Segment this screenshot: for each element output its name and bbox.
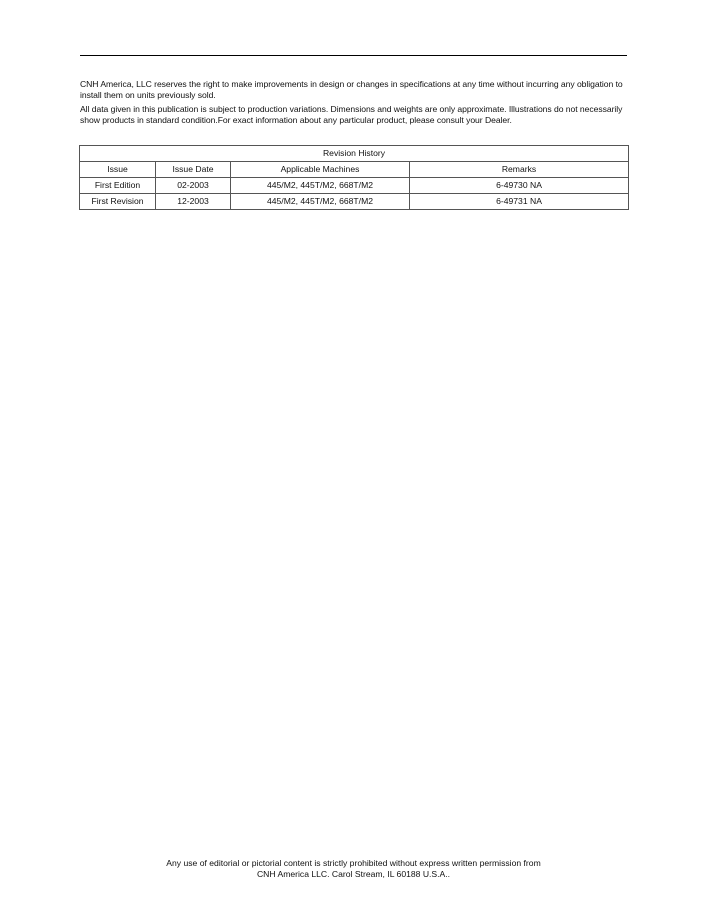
revision-history-table	[79, 145, 629, 210]
footer-copyright-line2: CNH America LLC. Carol Stream, IL 60188 U.S.A..	[256, 869, 451, 879]
table-row	[80, 194, 629, 210]
column-header-issue-date: Issue Date	[156, 162, 231, 178]
column-header-applicable-machines: Applicable Machines	[231, 162, 410, 178]
table-title-row	[80, 146, 629, 162]
cell-issue-date: 12-2003	[156, 194, 231, 210]
cell-applicable-machines: 445/M2, 445T/M2, 668T/M2	[231, 194, 410, 210]
cell-issue: First Revision	[80, 194, 156, 210]
footer-copyright-line1: Any use of editorial or pictorial content is strictly prohibited without express written permission from	[166, 858, 541, 868]
cell-remarks: 6-49731 NA	[410, 194, 629, 210]
cell-remarks: 6-49730 NA	[410, 178, 629, 194]
column-header-issue: Issue	[80, 162, 156, 178]
header-rule	[80, 55, 627, 56]
rights-disclaimer: CNH America, LLC reserves the right to make improvements in design or changes in specifications at any time without incurring any obligation to install them on units previously sold.	[80, 79, 623, 100]
table-header-row	[80, 162, 629, 178]
table-title: Revision History	[80, 146, 629, 162]
table-row	[80, 178, 629, 194]
cell-applicable-machines: 445/M2, 445T/M2, 668T/M2	[231, 178, 410, 194]
column-header-remarks: Remarks	[410, 162, 629, 178]
cell-issue-date: 02-2003	[156, 178, 231, 194]
cell-issue: First Edition	[80, 178, 156, 194]
data-variation-disclaimer: All data given in this publication is subject to production variations. Dimensions and weights are only approximate. Illustrations do not necessarily show products in standard condition.For exact information about any particular product, please consult your Dealer.	[80, 104, 623, 125]
